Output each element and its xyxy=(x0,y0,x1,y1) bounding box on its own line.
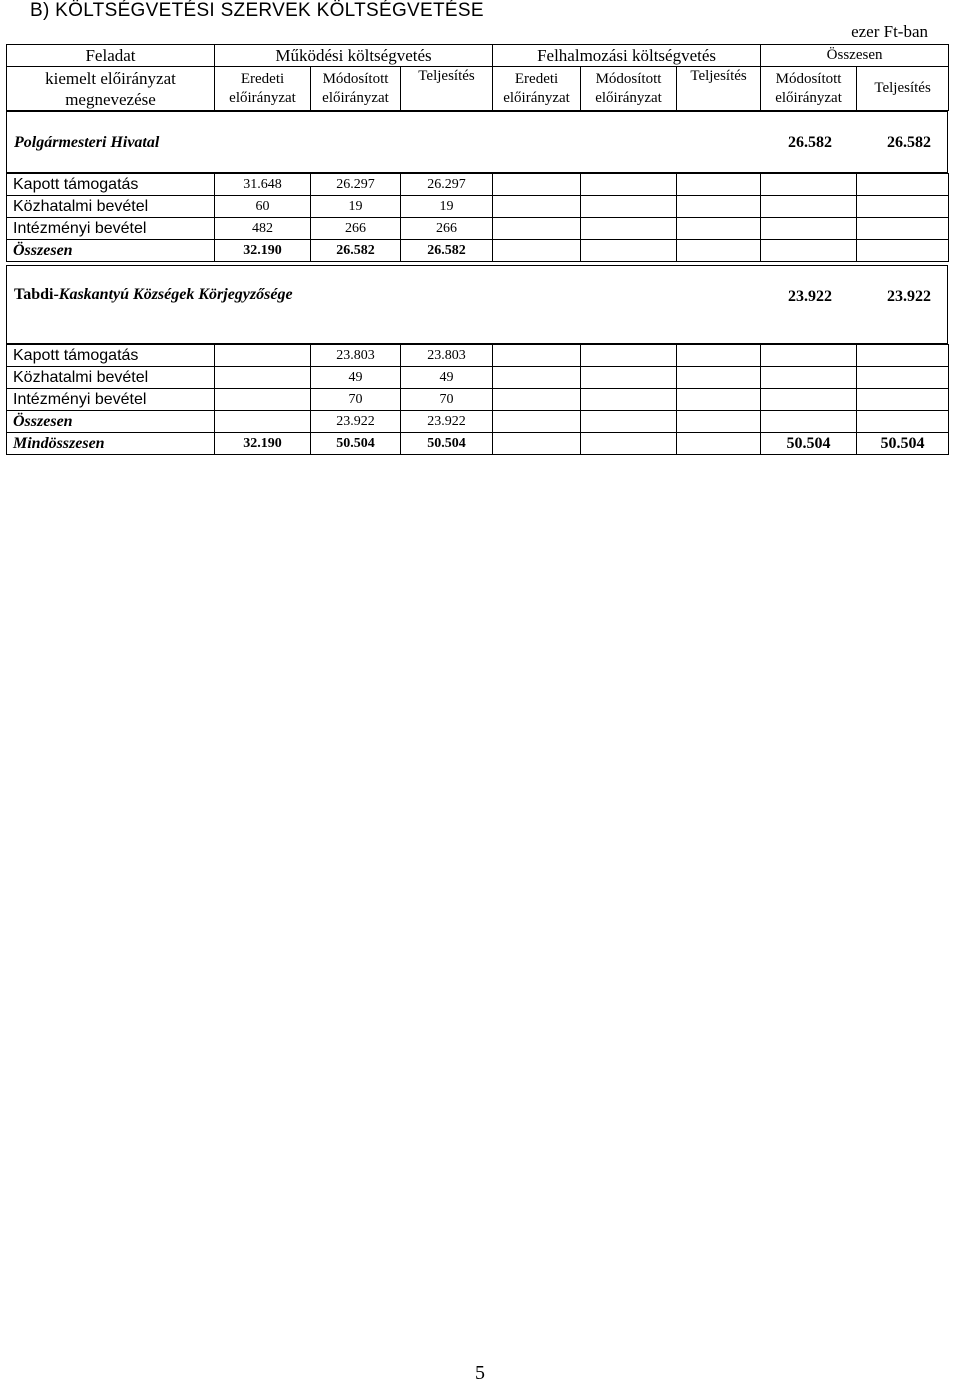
cell-eredeti xyxy=(215,345,311,367)
header-muk-teljesites xyxy=(401,67,493,111)
cell-empty xyxy=(857,389,949,411)
table-row xyxy=(7,345,949,367)
budget-header xyxy=(6,44,949,111)
cell-empty xyxy=(493,411,581,433)
cell-empty xyxy=(857,411,949,433)
page-title: B) KÖLTSÉGVETÉSI SZERVEK KÖLTSÉGVETÉSE xyxy=(30,0,484,21)
header-text: előirányzat xyxy=(775,89,842,106)
header-muk-eredeti xyxy=(215,67,311,111)
cell-modositott: 266 xyxy=(311,218,401,240)
row-label: Közhatalmi bevétel xyxy=(7,367,215,389)
cell-empty xyxy=(761,411,857,433)
cell-empty xyxy=(493,196,581,218)
cell-empty xyxy=(581,196,677,218)
cell-empty xyxy=(581,345,677,367)
cell-osszesen-modositott: 50.504 xyxy=(761,433,857,455)
cell-empty xyxy=(677,389,761,411)
header-text: Módosított xyxy=(322,70,389,87)
table-row-grand-total xyxy=(7,433,949,455)
header-ossz-teljesites xyxy=(857,67,949,111)
header-felh-modositott xyxy=(581,67,677,111)
cell-empty xyxy=(761,174,857,196)
cell-empty xyxy=(493,345,581,367)
header-text: Teljesítés xyxy=(874,80,931,96)
section-name: Polgármesteri Hivatal xyxy=(14,134,160,151)
cell-modositott: 50.504 xyxy=(311,433,401,455)
header-osszesen: Összesen xyxy=(761,45,949,67)
header-mukodesi: Működési költségvetés xyxy=(215,45,493,67)
cell-empty xyxy=(761,345,857,367)
cell-osszesen-teljesites: 50.504 xyxy=(857,433,949,455)
cell-eredeti: 32.190 xyxy=(215,240,311,262)
header-text: Teljesítés xyxy=(690,68,747,84)
header-felh-teljesites xyxy=(677,67,761,111)
header-text: Módosított xyxy=(775,70,842,87)
header-text: előirányzat xyxy=(322,89,389,106)
section-korjegyzoseg xyxy=(6,265,948,344)
cell-empty xyxy=(761,367,857,389)
cell-eredeti: 31.648 xyxy=(215,174,311,196)
header-text: Teljesítés xyxy=(418,68,475,84)
cell-teljesites: 26.582 xyxy=(401,240,493,262)
row-label: Kapott támogatás xyxy=(7,174,215,196)
table-row-total xyxy=(7,411,949,433)
cell-modositott: 26.582 xyxy=(311,240,401,262)
section-name xyxy=(14,286,293,304)
header-text: Eredeti xyxy=(240,70,285,87)
cell-eredeti xyxy=(215,411,311,433)
cell-empty xyxy=(493,240,581,262)
section-total-teljesites: 26.582 xyxy=(887,134,931,151)
cell-teljesites: 49 xyxy=(401,367,493,389)
row-label: Intézményi bevétel xyxy=(7,218,215,240)
header-text: előirányzat xyxy=(229,89,296,106)
header-text: Módosított xyxy=(595,70,662,87)
cell-empty xyxy=(677,174,761,196)
cell-empty xyxy=(761,196,857,218)
cell-eredeti xyxy=(215,389,311,411)
cell-empty xyxy=(677,196,761,218)
row-label: Összesen xyxy=(7,411,215,433)
cell-teljesites: 26.297 xyxy=(401,174,493,196)
row-label: Kapott támogatás xyxy=(7,345,215,367)
section-name-plain: Tabdi- xyxy=(14,286,59,303)
cell-empty xyxy=(677,345,761,367)
cell-modositott: 23.922 xyxy=(311,411,401,433)
cell-empty xyxy=(493,433,581,455)
header-felh-eredeti xyxy=(493,67,581,111)
section-total-teljesites: 23.922 xyxy=(887,288,931,305)
table-row xyxy=(7,174,949,196)
cell-empty xyxy=(857,174,949,196)
header-muk-modositott xyxy=(311,67,401,111)
cell-empty xyxy=(493,367,581,389)
cell-teljesites: 266 xyxy=(401,218,493,240)
cell-empty xyxy=(857,367,949,389)
cell-empty xyxy=(857,240,949,262)
cell-eredeti: 32.190 xyxy=(215,433,311,455)
cell-empty xyxy=(581,367,677,389)
row-label: Közhatalmi bevétel xyxy=(7,196,215,218)
table-row-total xyxy=(7,240,949,262)
header-feladat: Feladat xyxy=(7,45,215,67)
section1-table xyxy=(6,173,949,262)
header-text: előirányzat xyxy=(595,89,662,106)
cell-modositott: 19 xyxy=(311,196,401,218)
cell-eredeti xyxy=(215,367,311,389)
cell-empty xyxy=(581,240,677,262)
cell-empty xyxy=(677,218,761,240)
cell-teljesites: 23.803 xyxy=(401,345,493,367)
cell-empty xyxy=(581,389,677,411)
cell-empty xyxy=(677,240,761,262)
cell-empty xyxy=(493,174,581,196)
cell-modositott: 49 xyxy=(311,367,401,389)
cell-empty xyxy=(581,174,677,196)
cell-empty xyxy=(857,345,949,367)
section-total-modositott: 23.922 xyxy=(788,288,832,305)
row-label: Mindösszesen xyxy=(7,433,215,455)
header-megnevezes-line2: megnevezése xyxy=(65,89,156,109)
cell-modositott: 70 xyxy=(311,389,401,411)
cell-empty xyxy=(761,218,857,240)
cell-empty xyxy=(677,411,761,433)
table-row xyxy=(7,367,949,389)
page-number: 5 xyxy=(475,1362,485,1384)
section2-table xyxy=(6,344,949,455)
cell-teljesites: 50.504 xyxy=(401,433,493,455)
cell-eredeti: 60 xyxy=(215,196,311,218)
cell-empty xyxy=(857,218,949,240)
header-ossz-modositott xyxy=(761,67,857,111)
header-megnevezes xyxy=(7,67,215,111)
header-felhalmozasi: Felhalmozási költségvetés xyxy=(493,45,761,67)
cell-empty xyxy=(581,218,677,240)
cell-teljesites: 23.922 xyxy=(401,411,493,433)
cell-empty xyxy=(857,196,949,218)
cell-teljesites: 19 xyxy=(401,196,493,218)
table-row xyxy=(7,196,949,218)
row-label: Összesen xyxy=(7,240,215,262)
cell-empty xyxy=(581,411,677,433)
section-name-italic: Kaskantyú Községek Körjegyzősége xyxy=(58,286,293,303)
header-text: előirányzat xyxy=(503,89,570,106)
cell-empty xyxy=(493,218,581,240)
cell-modositott: 23.803 xyxy=(311,345,401,367)
header-megnevezes-line1: kiemelt előirányzat xyxy=(45,68,176,88)
cell-empty xyxy=(761,389,857,411)
section-polgarmesteri-hivatal xyxy=(6,111,948,173)
table-row xyxy=(7,218,949,240)
cell-teljesites: 70 xyxy=(401,389,493,411)
header-text: Eredeti xyxy=(514,70,559,87)
cell-empty xyxy=(493,389,581,411)
cell-empty xyxy=(677,433,761,455)
cell-eredeti: 482 xyxy=(215,218,311,240)
section-total-modositott: 26.582 xyxy=(788,134,832,151)
cell-empty xyxy=(761,240,857,262)
cell-empty xyxy=(581,433,677,455)
unit-label: ezer Ft-ban xyxy=(851,22,928,41)
cell-empty xyxy=(677,367,761,389)
table-row xyxy=(7,389,949,411)
row-label: Intézményi bevétel xyxy=(7,389,215,411)
cell-modositott: 26.297 xyxy=(311,174,401,196)
